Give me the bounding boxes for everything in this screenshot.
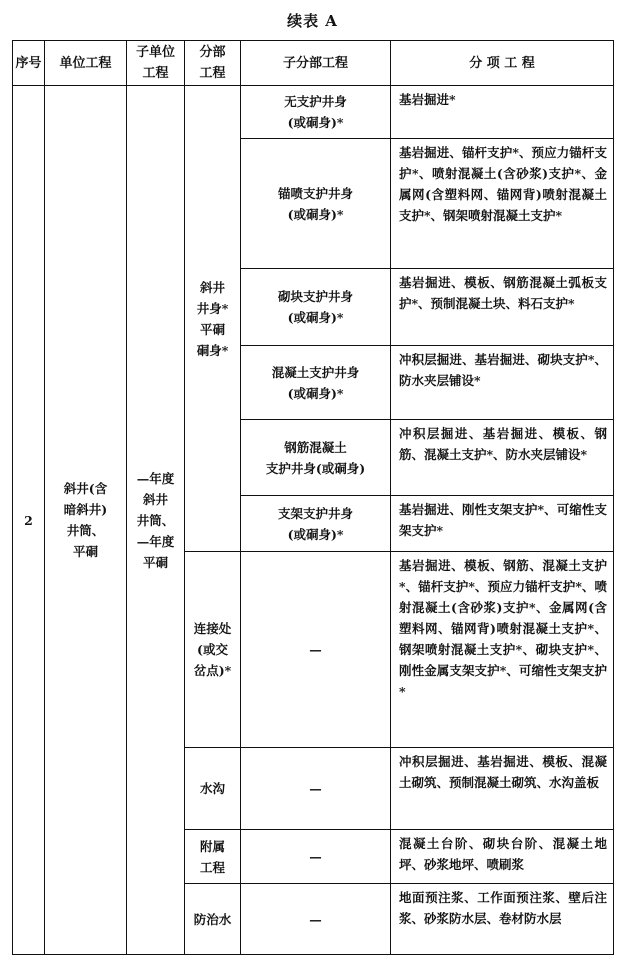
sub-division-cell: —	[241, 552, 391, 748]
sub-division-cell: 砌块支护井身 (或硐身)*	[241, 269, 391, 346]
items-cell: 基岩掘进、锚杆支护*、预应力锚杆支护*、喷射混凝土(含砂浆)支护*、金属网(含塑料网、锚网背)喷射混凝土支护*、钢架喷射混凝土支护*	[391, 139, 614, 269]
header-row	[13, 41, 614, 86]
division-cell: 附属 工程	[185, 830, 241, 884]
division-cell: 连接处 (或交 岔点)*	[185, 552, 241, 748]
sub-division-cell: 混凝土支护井身 (或硐身)*	[241, 346, 391, 420]
header-unit-project: 单位工程	[45, 41, 127, 86]
sub-division-cell: —	[241, 748, 391, 830]
items-cell: 基岩掘进、模板、钢筋混凝土弧板支护*、预制混凝土块、料石支护*	[391, 269, 614, 346]
items-cell: 基岩掘进、模板、钢筋、混凝土支护*、锚杆支护*、预应力锚杆支护*、喷射混凝土(含砂浆)支护*、金属网(含塑料网、锚网背)喷射混凝土支护*、钢架喷射混凝土支护*、砌块支护*、刚性金属支架支护*、可缩性支架支护*	[391, 552, 614, 748]
items-cell: 冲积层掘进、基岩掘进、模板、混凝土砌筑、预制混凝土砌筑、水沟盖板	[391, 748, 614, 830]
items-cell: 混凝土台阶、砌块台阶、混凝土地坪、砂浆地坪、喷刷浆	[391, 830, 614, 884]
items-cell: 冲积层掘进、基岩掘进、砌块支护*、防水夹层铺设*	[391, 346, 614, 420]
sub-division-cell: 钢筋混凝土 支护井身(或硐身)	[241, 420, 391, 496]
sub-division-cell: 支架支护井身 (或硐身)*	[241, 496, 391, 552]
project-division-table	[12, 40, 614, 955]
header-items: 分 项 工 程	[391, 41, 614, 86]
table-title: 续表 A	[287, 12, 338, 30]
division-cell: 防治水	[185, 884, 241, 955]
sub-division-cell: 锚喷支护井身 (或硐身)*	[241, 139, 391, 269]
header-serial: 序号	[13, 41, 45, 86]
sub-division-cell: —	[241, 830, 391, 884]
division-cell: 斜井 井身* 平硐 硐身*	[185, 86, 241, 552]
items-cell: 基岩掘进、刚性支架支护*、可缩性支架支护*	[391, 496, 614, 552]
items-cell: 地面预注浆、工作面预注浆、壁后注浆、砂浆防水层、卷材防水层	[391, 884, 614, 955]
table-row	[13, 86, 614, 139]
header-division: 分部 工程	[185, 41, 241, 86]
sub-unit-project-cell: —年度 斜井 井筒、 —年度 平硐	[127, 86, 185, 955]
unit-project-cell: 斜井(含 暗斜井) 井筒、 平硐	[45, 86, 127, 955]
header-sub-unit-project: 子单位 工程	[127, 41, 185, 86]
division-cell: 水沟	[185, 748, 241, 830]
items-cell: 基岩掘进*	[391, 86, 614, 139]
sub-division-cell: —	[241, 884, 391, 955]
serial-cell: 2	[13, 86, 45, 955]
sub-division-cell: 无支护井身 (或硐身)*	[241, 86, 391, 139]
items-cell: 冲积层掘进、基岩掘进、模板、钢筋、混凝土支护*、防水夹层铺设*	[391, 420, 614, 496]
header-sub-division: 子分部工程	[241, 41, 391, 86]
